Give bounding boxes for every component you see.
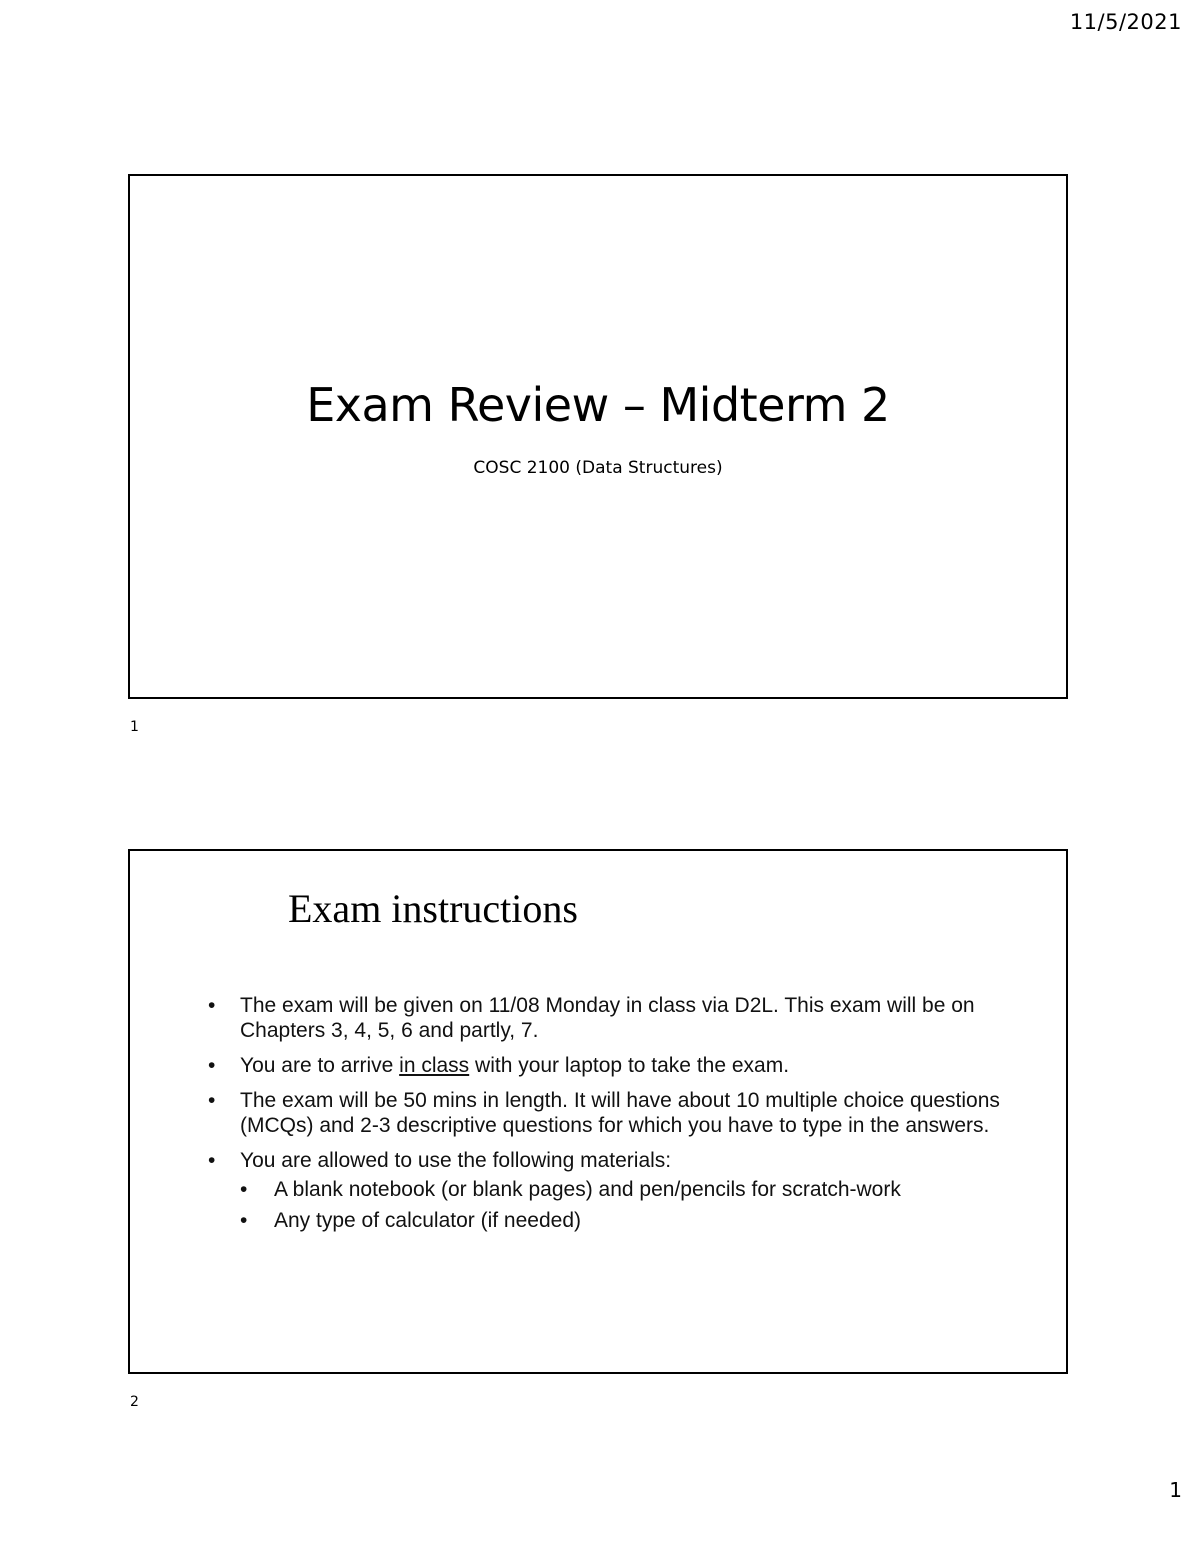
bullet-icon: •: [208, 1149, 216, 1172]
materials-list: [240, 1177, 1028, 1233]
slide-1-number: 1: [130, 719, 139, 735]
slide-2-title: Exam instructions: [288, 886, 578, 931]
bullet-icon: •: [240, 1178, 248, 1201]
bullet-text: The exam will be 50 mins in length. It will have about 10 multiple choice questions (MCQs) and 2-3 descriptive questions for which you have to type in the answers.: [240, 1089, 1000, 1137]
instruction-list: [208, 993, 1028, 1243]
sub-bullet-text: A blank notebook (or blank pages) and pen/pencils for scratch-work: [274, 1178, 901, 1201]
slide-1-title: Exam Review – Midterm 2: [306, 378, 890, 432]
page-number: 1: [1169, 1478, 1182, 1502]
list-item: [208, 993, 1028, 1043]
underlined-text: in class: [399, 1054, 470, 1077]
bullet-text: You are allowed to use the following materials:: [240, 1149, 672, 1172]
sub-list-item: [240, 1177, 1028, 1202]
bullet-icon: •: [208, 1089, 216, 1112]
slide-2-number: 2: [130, 1394, 139, 1410]
bullet-icon: •: [208, 1054, 216, 1077]
bullet-text-part: with your laptop to take the exam.: [469, 1054, 790, 1077]
page-date: 11/5/2021: [1069, 10, 1182, 34]
list-item: [208, 1148, 1028, 1233]
list-item: [208, 1053, 1028, 1078]
bullet-icon: •: [240, 1209, 248, 1232]
bullet-text: The exam will be given on 11/08 Monday in class via D2L. This exam will be on Chapters 3, 4, 5, 6 and partly, 7.: [240, 994, 975, 1042]
list-item: [208, 1088, 1028, 1138]
sub-list-item: [240, 1208, 1028, 1233]
sub-bullet-text: Any type of calculator (if needed): [274, 1209, 582, 1232]
slide-1: [128, 174, 1068, 699]
bullet-icon: •: [208, 994, 216, 1017]
slide-1-subtitle: COSC 2100 (Data Structures): [473, 458, 723, 478]
slide-2: [128, 849, 1068, 1374]
bullet-text-part: You are to arrive: [240, 1054, 400, 1077]
